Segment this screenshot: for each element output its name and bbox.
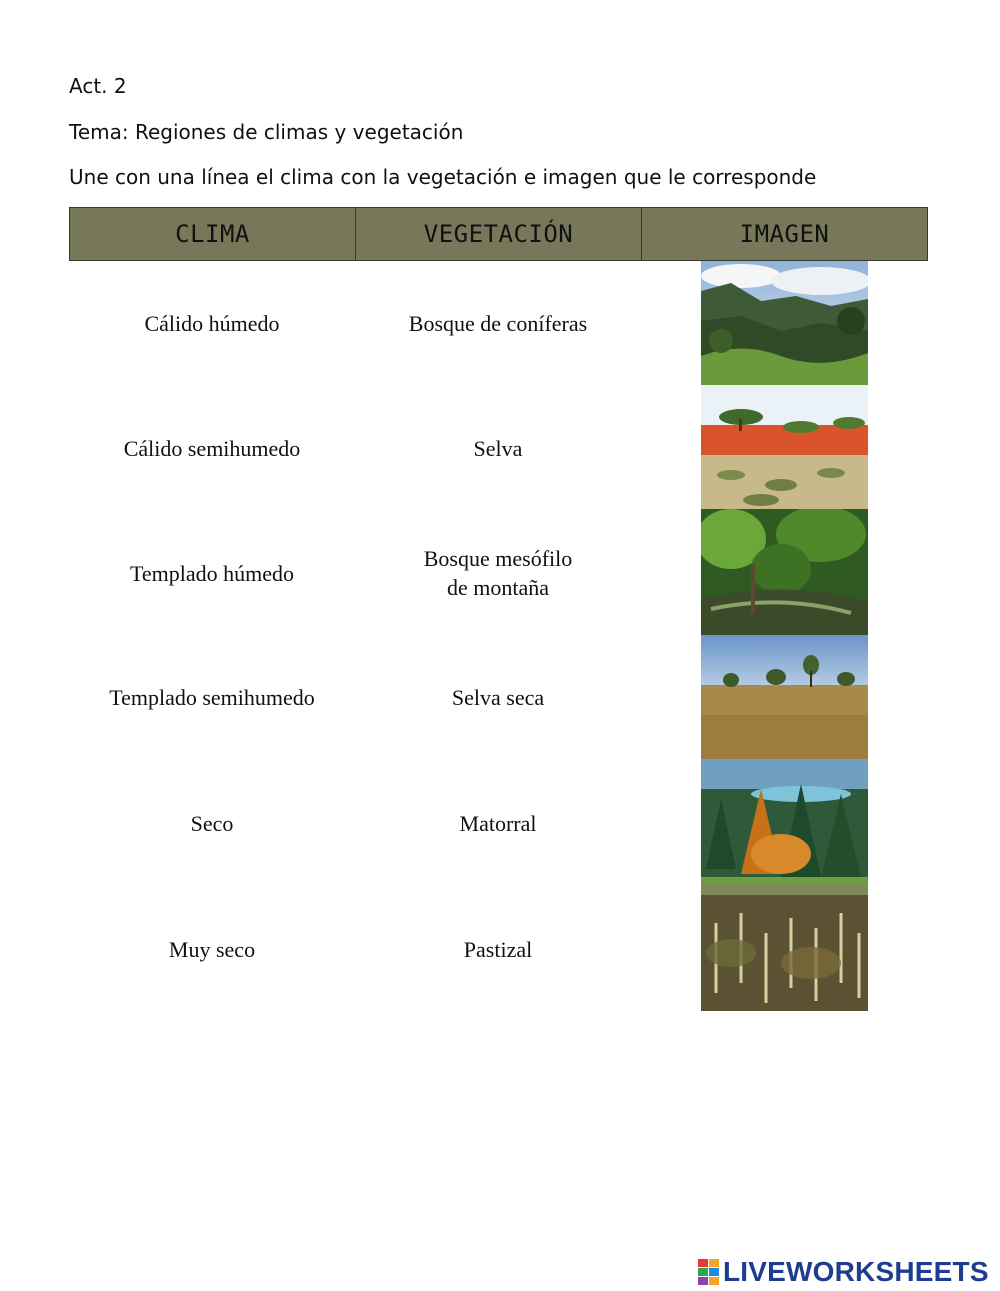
dry-shrubland-photo[interactable]: [701, 883, 868, 1011]
vegetation-item[interactable]: Bosque de coníferas: [408, 311, 588, 336]
topic-label: Tema: Regiones de climas y vegetación: [69, 120, 464, 144]
climate-item[interactable]: Templado húmedo: [129, 561, 295, 586]
vegetation-item[interactable]: Selva seca: [451, 685, 545, 710]
liveworksheets-logo: [698, 1256, 989, 1288]
grassland-photo[interactable]: [701, 635, 868, 759]
brand-name: LIVEWORKSHEETS: [723, 1256, 989, 1287]
table-header: [69, 207, 928, 261]
vegetation-item[interactable]: Selva: [473, 436, 523, 461]
column-header-clima: CLIMA: [70, 208, 356, 260]
climate-item[interactable]: Templado semihumedo: [109, 685, 315, 710]
activity-label: Act. 2: [69, 74, 127, 98]
mountain-forest-photo[interactable]: [701, 261, 868, 385]
vegetation-item[interactable]: Bosque mesófilo de montaña: [423, 546, 573, 600]
vegetation-item[interactable]: Pastizal: [463, 937, 533, 962]
conifer-forest-lake-photo[interactable]: [701, 759, 868, 883]
climate-item[interactable]: Seco: [190, 811, 234, 836]
vegetation-item[interactable]: Matorral: [459, 811, 537, 836]
climate-item[interactable]: Cálido semihumedo: [123, 436, 301, 461]
climate-item[interactable]: Cálido húmedo: [144, 311, 280, 336]
climate-item[interactable]: Muy seco: [168, 937, 256, 962]
logo-mark-icon: [698, 1259, 719, 1285]
column-header-vegetacion: VEGETACIÓN: [356, 208, 642, 260]
savanna-red-soil-photo[interactable]: [701, 385, 868, 509]
jungle-river-photo[interactable]: [701, 509, 868, 635]
instruction-text: Une con una línea el clima con la vegetación e imagen que le corresponde: [69, 165, 817, 189]
column-header-imagen: IMAGEN: [739, 220, 830, 248]
